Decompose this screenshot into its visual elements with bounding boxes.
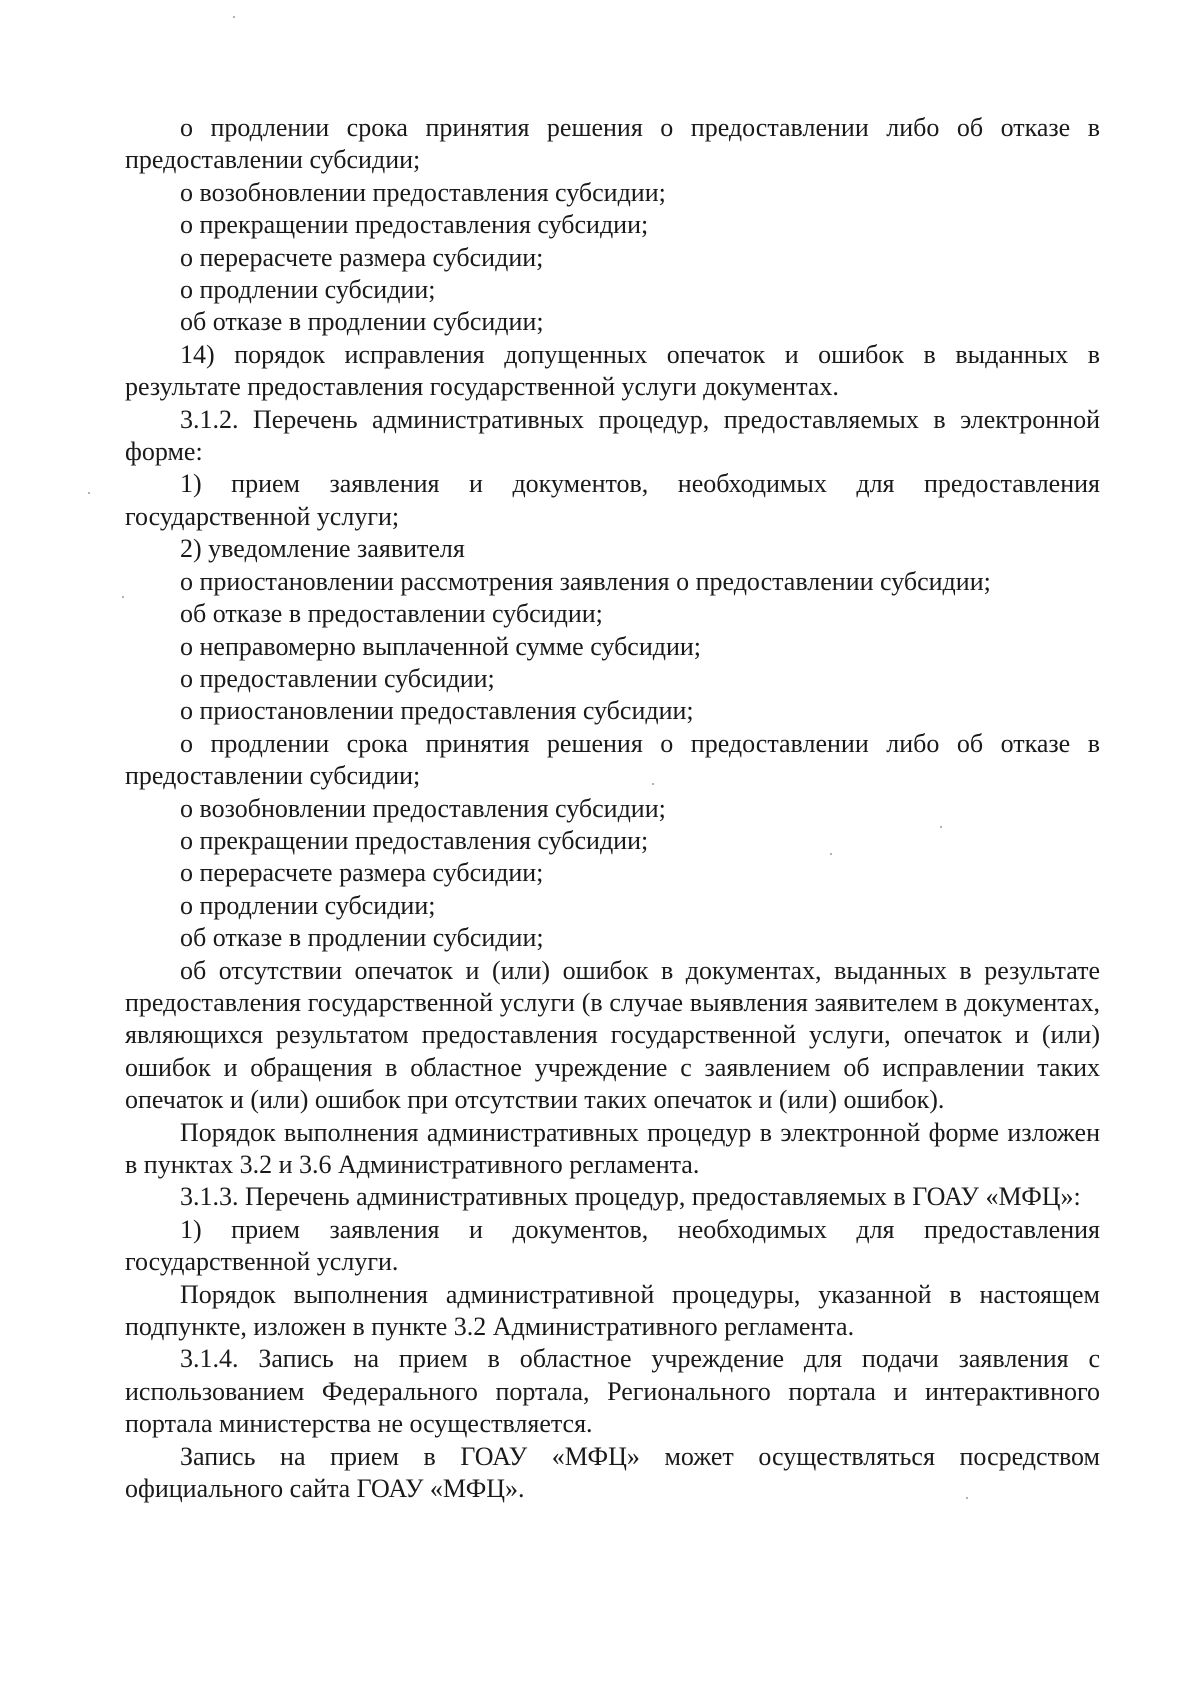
paragraph: 3.1.3. Перечень административных процедур, предоставляемых в ГОАУ «МФЦ»: (180, 1182, 1081, 1212)
paragraph: об отсутствии опечаток и (или) ошибок в документах, выданных в результате предоставления государственной услуги (в случае выявления заявителем в документах, являющихся результатом предоставления государственной услуги, опечаток и (или) ошибок и обращения в областное учреждение с заявлением об исправлении таких опечаток и (или) ошибок при отсутствии таких опечаток и (или) ошибок). (125, 955, 1100, 1115)
paragraph: о неправомерно выплаченной сумме субсидии; (180, 631, 702, 661)
document-body (125, 112, 1100, 1505)
paragraph: о приостановлении предоставления субсидии; (180, 696, 694, 726)
paragraph: 1) прием заявления и документов, необходимых для предоставления государственной услуги. (125, 1214, 1100, 1277)
paragraph: о приостановлении рассмотрения заявления о предоставлении субсидии; (180, 566, 991, 596)
paragraph: об отказе в продлении субсидии; (180, 307, 544, 337)
paragraph: о возобновлении предоставления субсидии; (180, 793, 666, 823)
paragraph: о продлении срока принятия решения о предоставлении либо об отказе в предоставлении субсидии; (125, 728, 1100, 791)
paragraph: о прекращении предоставления субсидии; (180, 825, 649, 855)
paragraph: об отказе в предоставлении субсидии; (180, 599, 603, 629)
paragraph: Запись на прием в ГОАУ «МФЦ» может осуществляться посредством официального сайта ГОАУ «МФЦ». (125, 1441, 1100, 1504)
scan-speck (88, 492, 90, 494)
paragraph: о продлении срока принятия решения о предоставлении либо об отказе в предоставлении субсидии; (125, 113, 1100, 175)
paragraph: об отказе в продлении субсидии; (180, 923, 544, 953)
paragraph: о продлении субсидии; (180, 275, 436, 305)
paragraph: о прекращении предоставления субсидии; (180, 210, 649, 240)
paragraph: о предоставлении субсидии; (180, 663, 495, 693)
paragraph: о перерасчете размера субсидии; (180, 242, 544, 272)
paragraph: Порядок выполнения административной процедуры, указанной в настоящем подпункте, изложен в пункте 3.2 Административного регламента. (125, 1279, 1100, 1342)
paragraph: 3.1.4. Запись на прием в областное учреждение для подачи заявления с использованием Федерального портала, Регионального портала и интерактивного портала министерства не осуществляется. (125, 1344, 1100, 1439)
scan-speck (122, 596, 124, 598)
paragraph: 2) уведомление заявителя (180, 534, 465, 564)
scan-speck (233, 16, 235, 18)
paragraph: о перерасчете размера субсидии; (180, 858, 544, 888)
paragraph: о продлении субсидии; (180, 890, 436, 920)
paragraph: 1) прием заявления и документов, необходимых для предоставления государственной услуги; (125, 469, 1100, 531)
paragraph: о возобновлении предоставления субсидии; (180, 177, 666, 207)
paragraph: 3.1.2. Перечень административных процедур, предоставляемых в электронной форме: (125, 404, 1100, 467)
paragraph: 14) порядок исправления допущенных опечаток и ошибок в выданных в результате предоставления государственной услуги документах. (125, 339, 1100, 402)
paragraph: Порядок выполнения административных процедур в электронной форме изложен в пунктах 3.2 и 3.6 Административного регламента. (125, 1117, 1100, 1179)
